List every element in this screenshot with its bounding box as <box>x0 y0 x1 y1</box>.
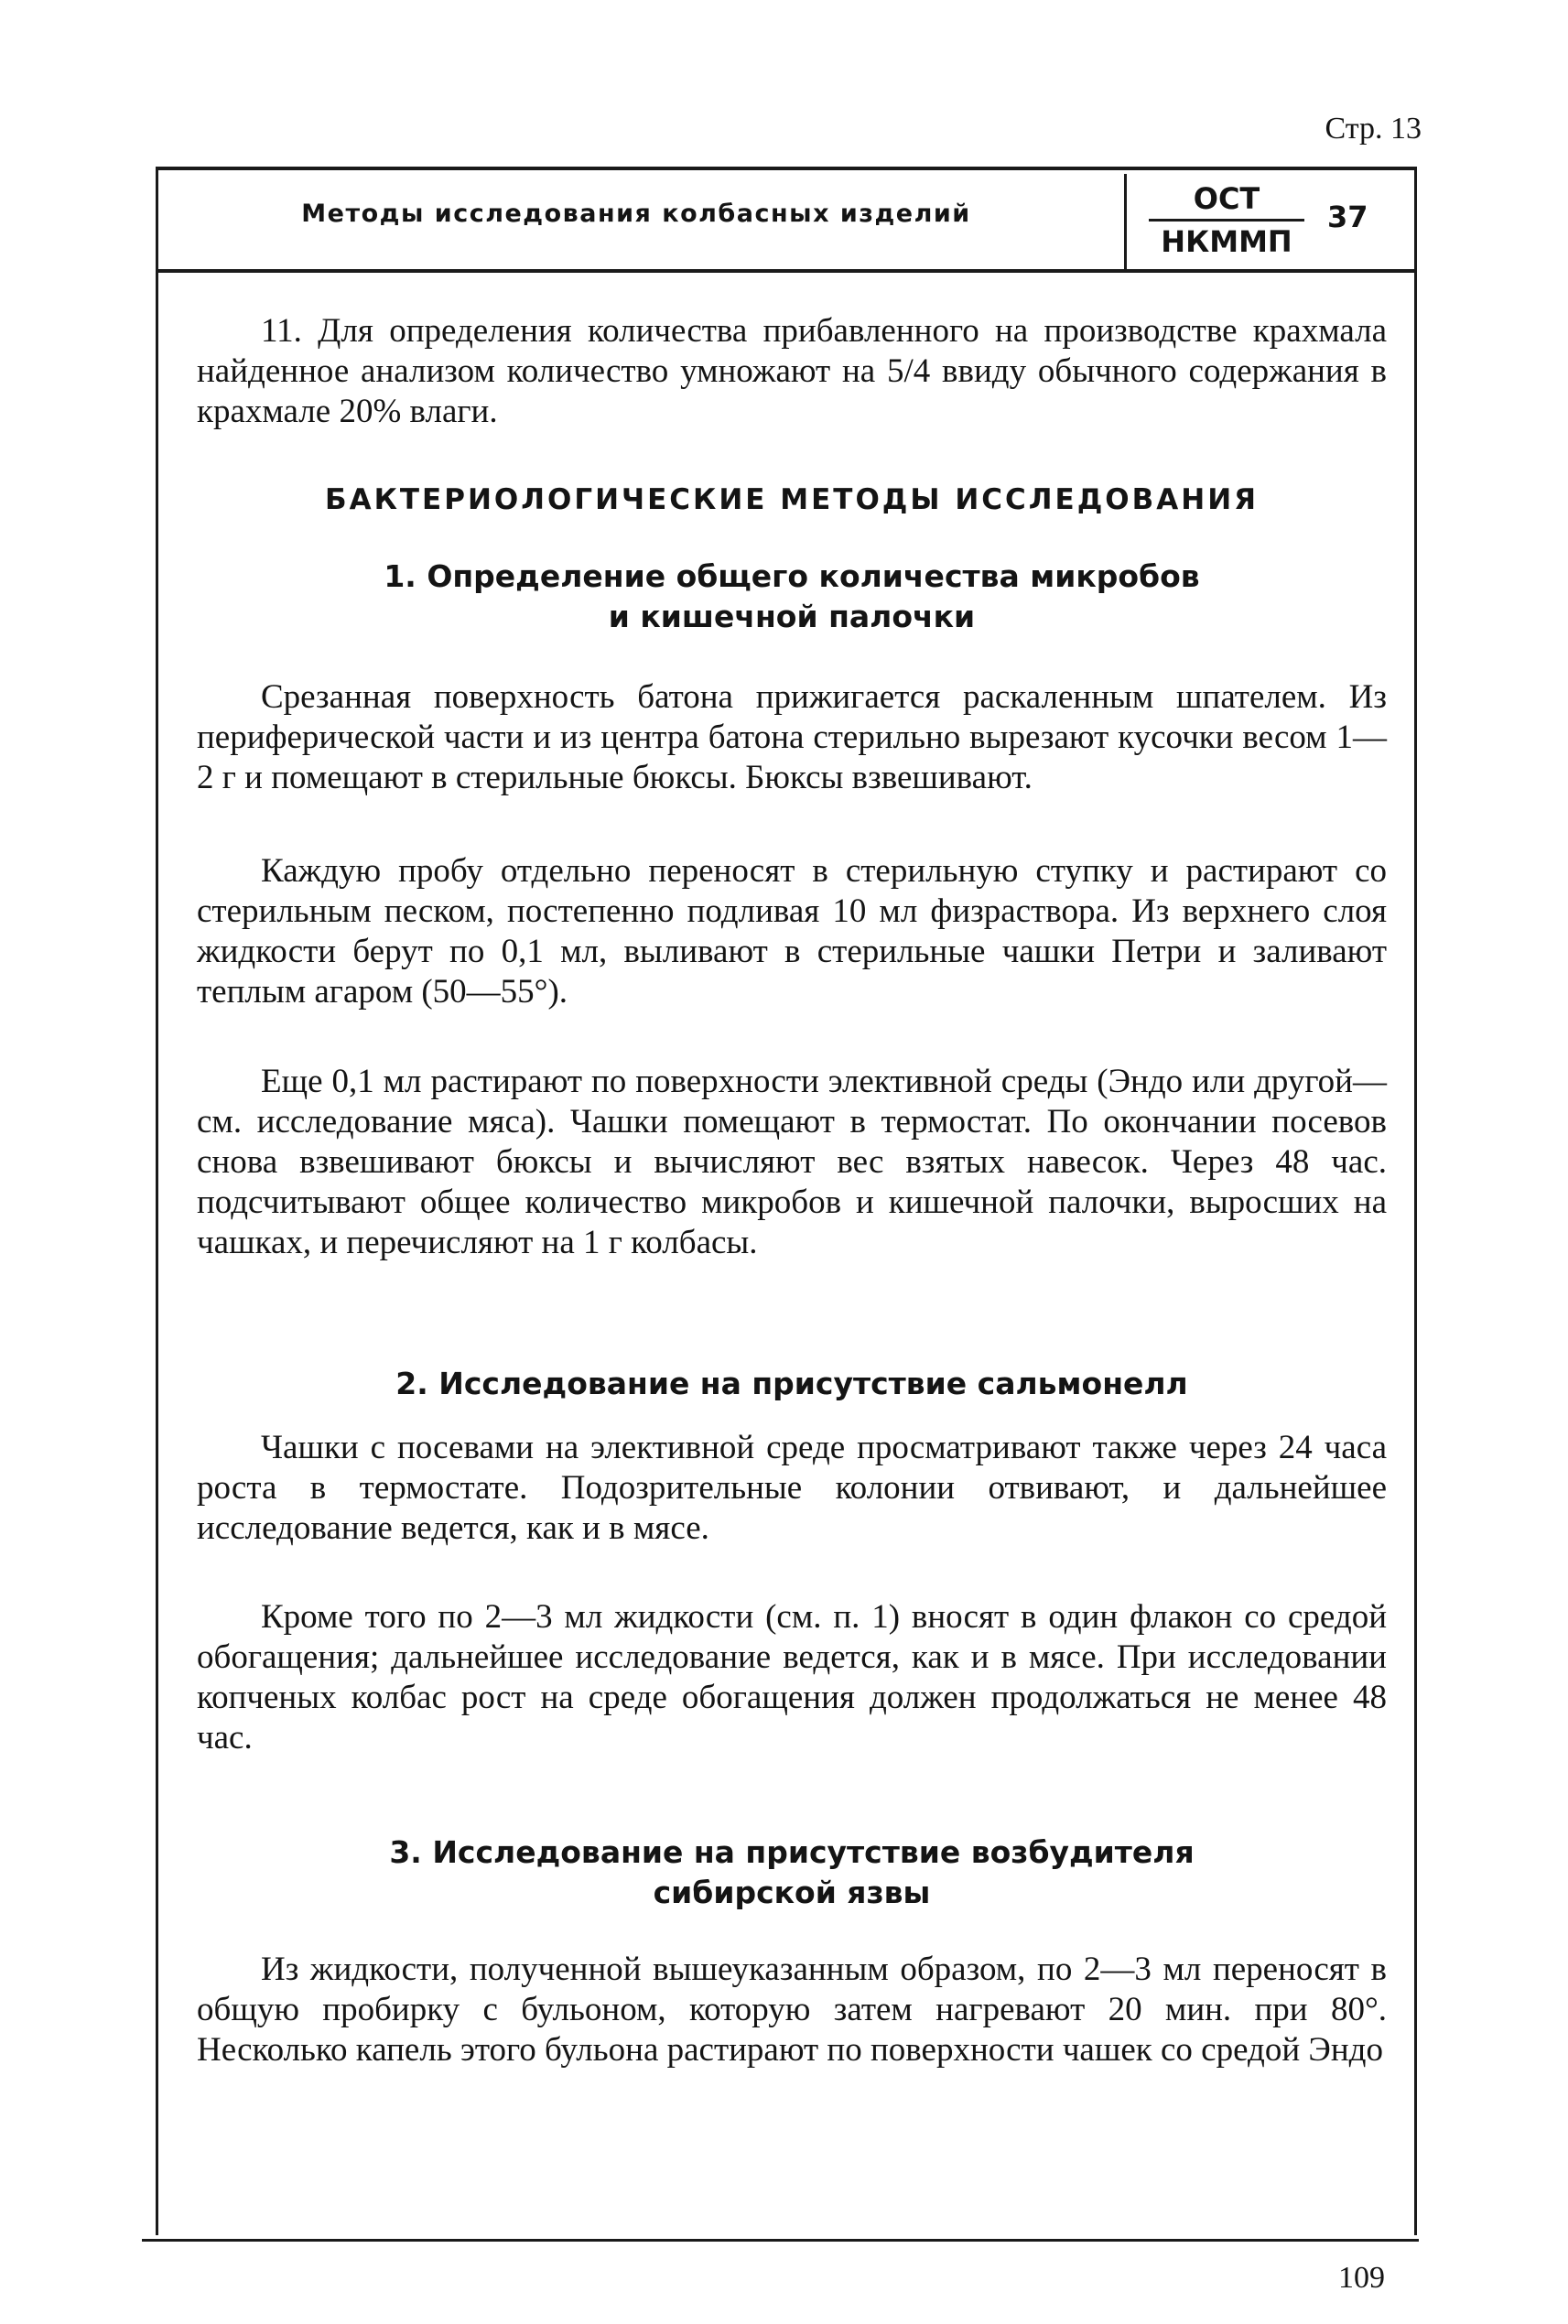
intro-paragraph: 11. Для определения количества прибавленного на производстве крахмала найденное анализом количество умножают на 5/4 ввиду обычного содержания в крахмале 20% влаги. <box>197 312 1387 430</box>
subsection-3-paragraph-1: Из жидкости, полученной вышеуказанным образом, по 2—3 мл переносят в общую пробирку с бульоном, которую затем нагревают 20 мин. при 80°. Несколько капель этого бульона растирают по поверхности чашек со средой Эндо <box>197 1951 1387 2069</box>
subsection-2-paragraph-2: Кроме того по 2—3 мл жидкости (см. п. 1) вносят в один флакон со средой обогащения; дальнейшее исследование ведется, как и в мясе. При исследовании копченых колбас рост на среде обогащения должен продолжаться не менее 48 час. <box>197 1598 1387 1757</box>
footer-page-number: 109 <box>1338 2261 1385 2295</box>
standard-number: 37 <box>1327 200 1368 234</box>
page-label: Стр. 13 <box>1325 112 1422 146</box>
subsection-1-paragraph-1: Срезанная поверхность батона прижигается раскаленным шпателем. Из периферической части и из центра батона стерильно вырезают кусочки весом 1—2 г и помещают в стерильные бюксы. Бюксы взвешивают. <box>197 678 1387 796</box>
standard-block <box>1149 178 1304 262</box>
header-title: Методы исследования колбасных изделий <box>301 200 971 228</box>
subsection-2-paragraph-1: Чашки с посевами на элективной среде просматривают также через 24 часа роста в термостате. Подозрительные колонии отвивают, и дальнейшее исследование ведется, как и в мясе. <box>197 1429 1387 1547</box>
header-divider <box>1124 174 1127 271</box>
subsection-2-title: 2. Исследование на присутствие сальмонелл <box>395 1366 1188 1401</box>
standard-top: ОСТ <box>1149 178 1304 222</box>
subsection-1-paragraph-3: Еще 0,1 мл растирают по поверхности элективной среды (Эндо или другой—см. исследование мяса). Чашки помещают в термостат. По окончании посевов снова взвешивают бюксы и вычисляют вес взятых навесок. Через 48 час. подсчитывают общее количество микробов и кишечной палочки, выросших на чашках, и перечисляют на 1 г колбасы. <box>197 1063 1387 1261</box>
section-title: БАКТЕРИОЛОГИЧЕСКИЕ МЕТОДЫ ИССЛЕДОВАНИЯ <box>324 483 1260 516</box>
frame-bottom-rule <box>142 2239 1419 2242</box>
subsection-1-title-line2: и кишечной палочки <box>608 599 976 634</box>
subsection-3-title-line1: 3. Исследование на присутствие возбудителя <box>389 1834 1195 1870</box>
subsection-1-title-line1: 1. Определение общего количества микробов <box>384 558 1200 594</box>
frame-right-rule <box>1414 167 1417 2235</box>
subsection-3-title-line2: сибирской язвы <box>653 1875 931 1910</box>
subsection-1-paragraph-2: Каждую пробу отдельно переносят в стерильную ступку и растирают со стерильным песком, постепенно подливая 10 мл физраствора. Из верхнего слоя жидкости берут по 0,1 мл, выливают в стерильные чашки Петри и заливают теплым агаром (50—55°). <box>197 852 1387 1011</box>
frame-left-rule <box>156 167 158 2235</box>
standard-bottom: НКММП <box>1161 224 1292 259</box>
